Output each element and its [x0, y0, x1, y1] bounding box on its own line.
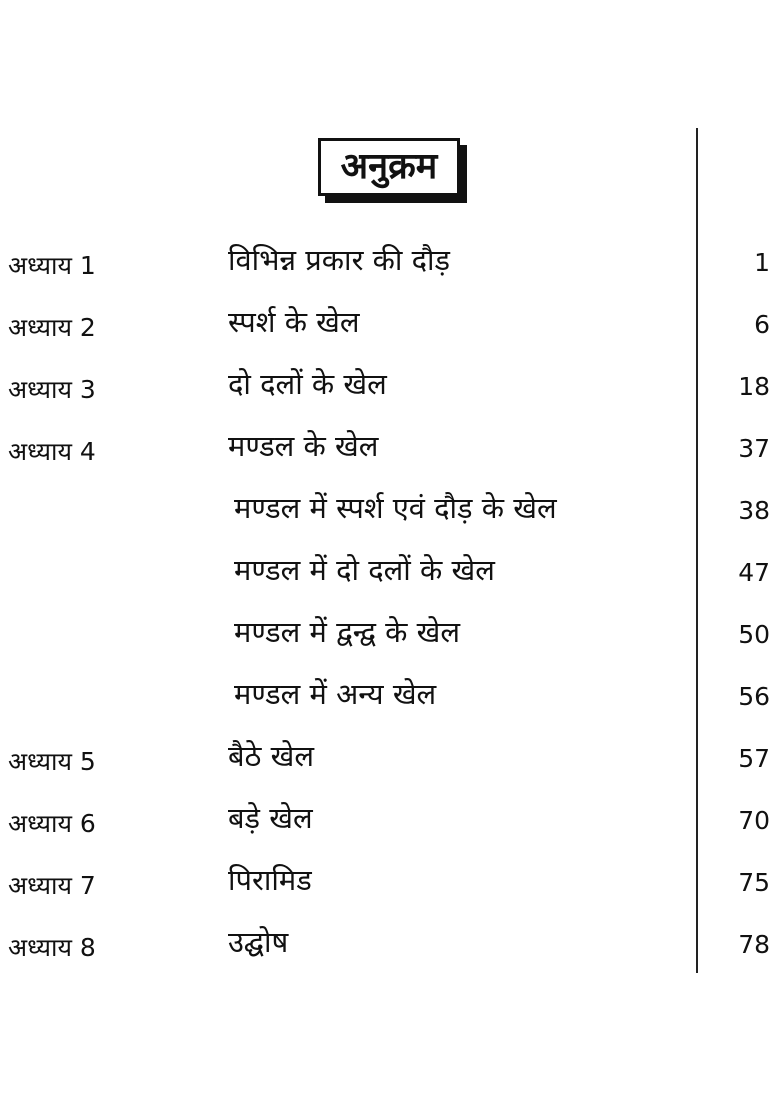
toc-page-number: 70: [738, 806, 770, 835]
toc-chapter-label: अध्याय 2: [8, 313, 96, 342]
toc-topic: स्पर्श के खेल: [228, 305, 360, 339]
toc-page-number: 18: [738, 372, 770, 401]
toc-topic: मण्डल के खेल: [228, 429, 379, 463]
toc-chapter-label: अध्याय 5: [8, 747, 96, 776]
toc-page-number: 78: [738, 930, 770, 959]
toc-topic: मण्डल में दो दलों के खेल: [234, 553, 495, 587]
toc-topic: पिरामिड: [228, 863, 312, 897]
toc-row: [0, 364, 780, 414]
toc-page-number: 50: [738, 620, 770, 649]
toc-page-number: 37: [738, 434, 770, 463]
toc-topic: मण्डल में द्वन्द्व के खेल: [234, 615, 460, 649]
toc-page-number: 1: [754, 248, 770, 277]
title-box: [318, 138, 460, 196]
page-title: अनुक्रम: [340, 146, 438, 187]
toc-topic: दो दलों के खेल: [228, 367, 387, 401]
toc-row: [0, 426, 780, 476]
toc-page-number: 56: [738, 682, 770, 711]
toc-topic: बैठे खेल: [228, 739, 315, 773]
toc-row: [0, 860, 780, 910]
toc-page-number: 47: [738, 558, 770, 587]
toc-page-number: 6: [754, 310, 770, 339]
toc-chapter-label: अध्याय 4: [8, 437, 96, 466]
toc-row: [0, 922, 780, 972]
toc-page-number: 38: [738, 496, 770, 525]
toc-row: [0, 736, 780, 786]
toc-row: [0, 240, 780, 290]
toc-chapter-label: अध्याय 7: [8, 871, 96, 900]
toc-row: [0, 550, 780, 600]
toc-chapter-label: अध्याय 6: [8, 809, 96, 838]
toc-row: [0, 302, 780, 352]
toc-topic: मण्डल में अन्य खेल: [234, 677, 437, 711]
toc-topic: उद्घोष: [228, 925, 289, 959]
toc-page-number: 57: [738, 744, 770, 773]
toc-row: [0, 674, 780, 724]
toc-chapter-label: अध्याय 8: [8, 933, 96, 962]
toc-topic: बड़े खेल: [228, 801, 313, 835]
toc-topic: विभिन्न प्रकार की दौड़: [228, 243, 451, 277]
toc-row: [0, 612, 780, 662]
toc-page-number: 75: [738, 868, 770, 897]
toc-chapter-label: अध्याय 1: [8, 251, 96, 280]
toc-topic: मण्डल में स्पर्श एवं दौड़ के खेल: [234, 491, 557, 525]
toc-row: [0, 798, 780, 848]
toc-row: [0, 488, 780, 538]
toc-chapter-label: अध्याय 3: [8, 375, 96, 404]
